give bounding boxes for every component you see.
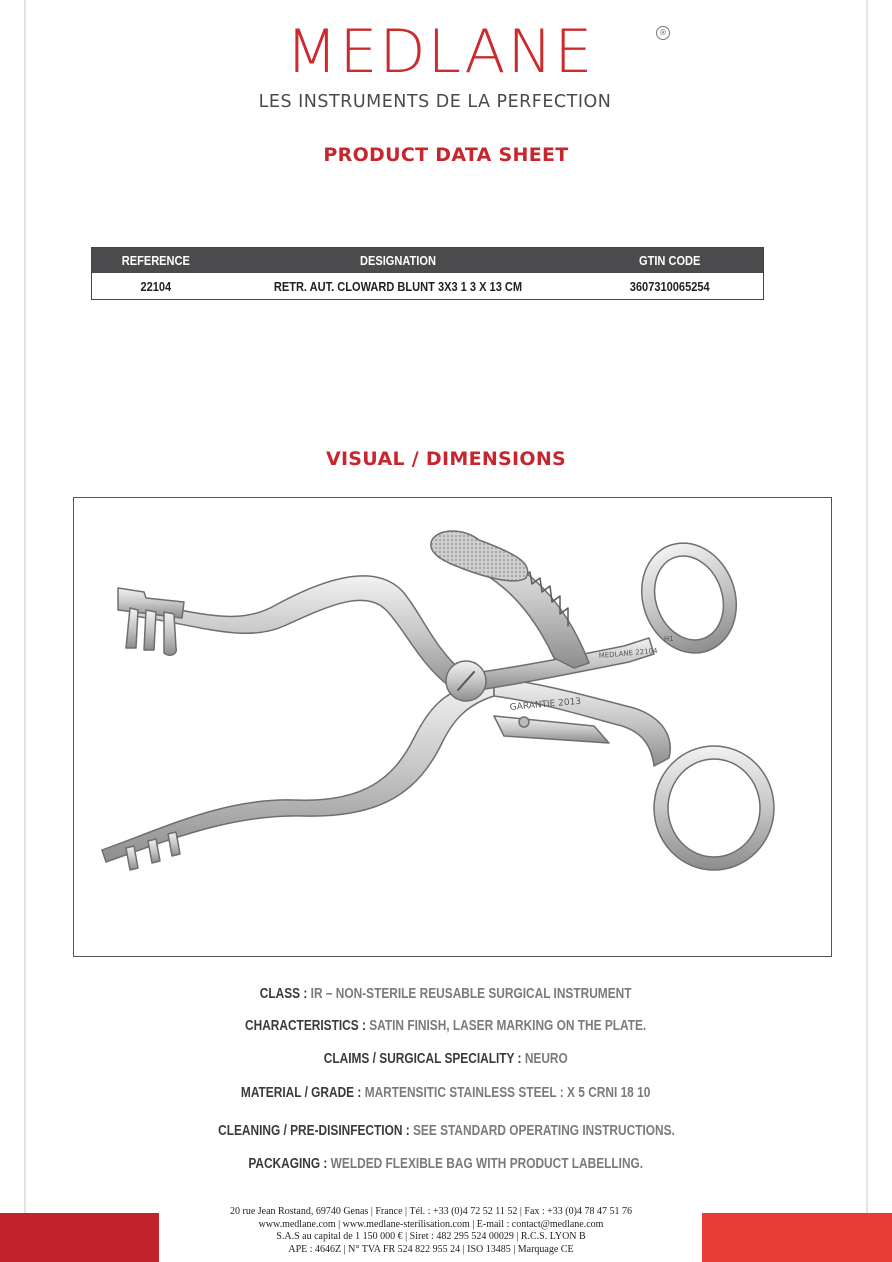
lock-slider [494, 716, 609, 743]
spec-characteristics [0, 1018, 892, 1034]
footer-company: S.A.S au capital de 1 150 000 € | Siret : 482 295 524 00029 | R.C.S. LYON B [276, 1231, 586, 1242]
table-row [92, 273, 763, 299]
cell-reference: 22104 [140, 278, 172, 294]
retractor-illustration [74, 498, 831, 956]
spec-packaging-value: WELDED FLEXIBLE BAG WITH PRODUCT LABELLING. [327, 1156, 644, 1172]
cell-designation: RETR. AUT. CLOWARD BLUNT 3X3 1 3 X 13 CM [273, 278, 522, 294]
page-title: PRODUCT DATA SHEET [323, 144, 569, 166]
footer-contact [170, 1206, 692, 1256]
engraving-h1: H1 [664, 635, 674, 643]
logo-wordmark: MEDLANE [285, 17, 595, 87]
footer-web: www.medlane.com | www.medlane-sterilisation.com | E-mail : contact@medlane.com [258, 1218, 604, 1230]
spec-material [0, 1085, 892, 1101]
reference-table [91, 247, 764, 300]
spec-characteristics-label: CHARACTERISTICS : [245, 1018, 367, 1034]
table-header-row [92, 248, 763, 273]
spec-packaging [0, 1156, 892, 1172]
spec-claims [0, 1051, 892, 1067]
engraving-brand: MEDLANE 22104 [598, 646, 658, 660]
spec-packaging-label: PACKAGING : [248, 1156, 328, 1172]
spec-material-label: MATERIAL / GRADE : [241, 1085, 362, 1101]
spec-claims-value: NEURO [521, 1051, 569, 1067]
spec-material-value: MARTENSITIC STAINLESS STEEL : X 5 CRNI 18 10 [361, 1085, 651, 1101]
upper-prong-1 [126, 608, 138, 648]
spec-cleaning-value: SEE STANDARD OPERATING INSTRUCTIONS. [409, 1123, 675, 1139]
right-margin-rule [866, 0, 868, 1262]
header-reference: REFERENCE [121, 253, 190, 268]
left-margin-rule [24, 0, 26, 1262]
spec-characteristics-value: SATIN FINISH, LASER MARKING ON THE PLATE. [366, 1018, 647, 1034]
footer-red-bar-left [0, 1213, 159, 1262]
spec-class-label: CLASS : [260, 986, 308, 1002]
visual-section-title: VISUAL / DIMENSIONS [325, 448, 567, 470]
engraving-garantie: GARANTIE 2013 [509, 696, 582, 713]
spec-claims-label: CLAIMS / SURGICAL SPECIALITY : [323, 1051, 522, 1067]
header-gtin: GTIN CODE [638, 253, 700, 268]
spec-class-value: IR – NON-STERILE REUSABLE SURGICAL INSTRUMENT [307, 986, 632, 1002]
upper-prong-2 [144, 610, 156, 650]
logo-tagline: LES INSTRUMENTS DE LA PERFECTION [258, 92, 612, 112]
spec-cleaning-label: CLEANING / PRE-DISINFECTION : [217, 1123, 410, 1139]
spec-cleaning [0, 1123, 892, 1139]
spec-class [0, 986, 892, 1002]
registered-mark: ® [656, 26, 670, 40]
thumb-pad [431, 531, 528, 581]
header-designation: DESIGNATION [359, 253, 436, 268]
lower-arm [102, 678, 494, 862]
medlane-logo [220, 17, 680, 117]
product-image-frame [73, 497, 832, 957]
footer-red-bar-right [702, 1213, 892, 1262]
footer-registration: APE : 4646Z | N° TVA FR 524 822 955 24 | ISO 13485 | Marquage CE [288, 1243, 574, 1255]
cell-gtin: 3607310065254 [629, 278, 710, 294]
upper-prong-3 [164, 612, 176, 655]
footer-address: 20 rue Jean Rostand, 69740 Genas | France | Tél. : +33 (0)4 72 52 11 52 | Fax : +33 (0)4 78 47 51 76 [230, 1206, 632, 1217]
